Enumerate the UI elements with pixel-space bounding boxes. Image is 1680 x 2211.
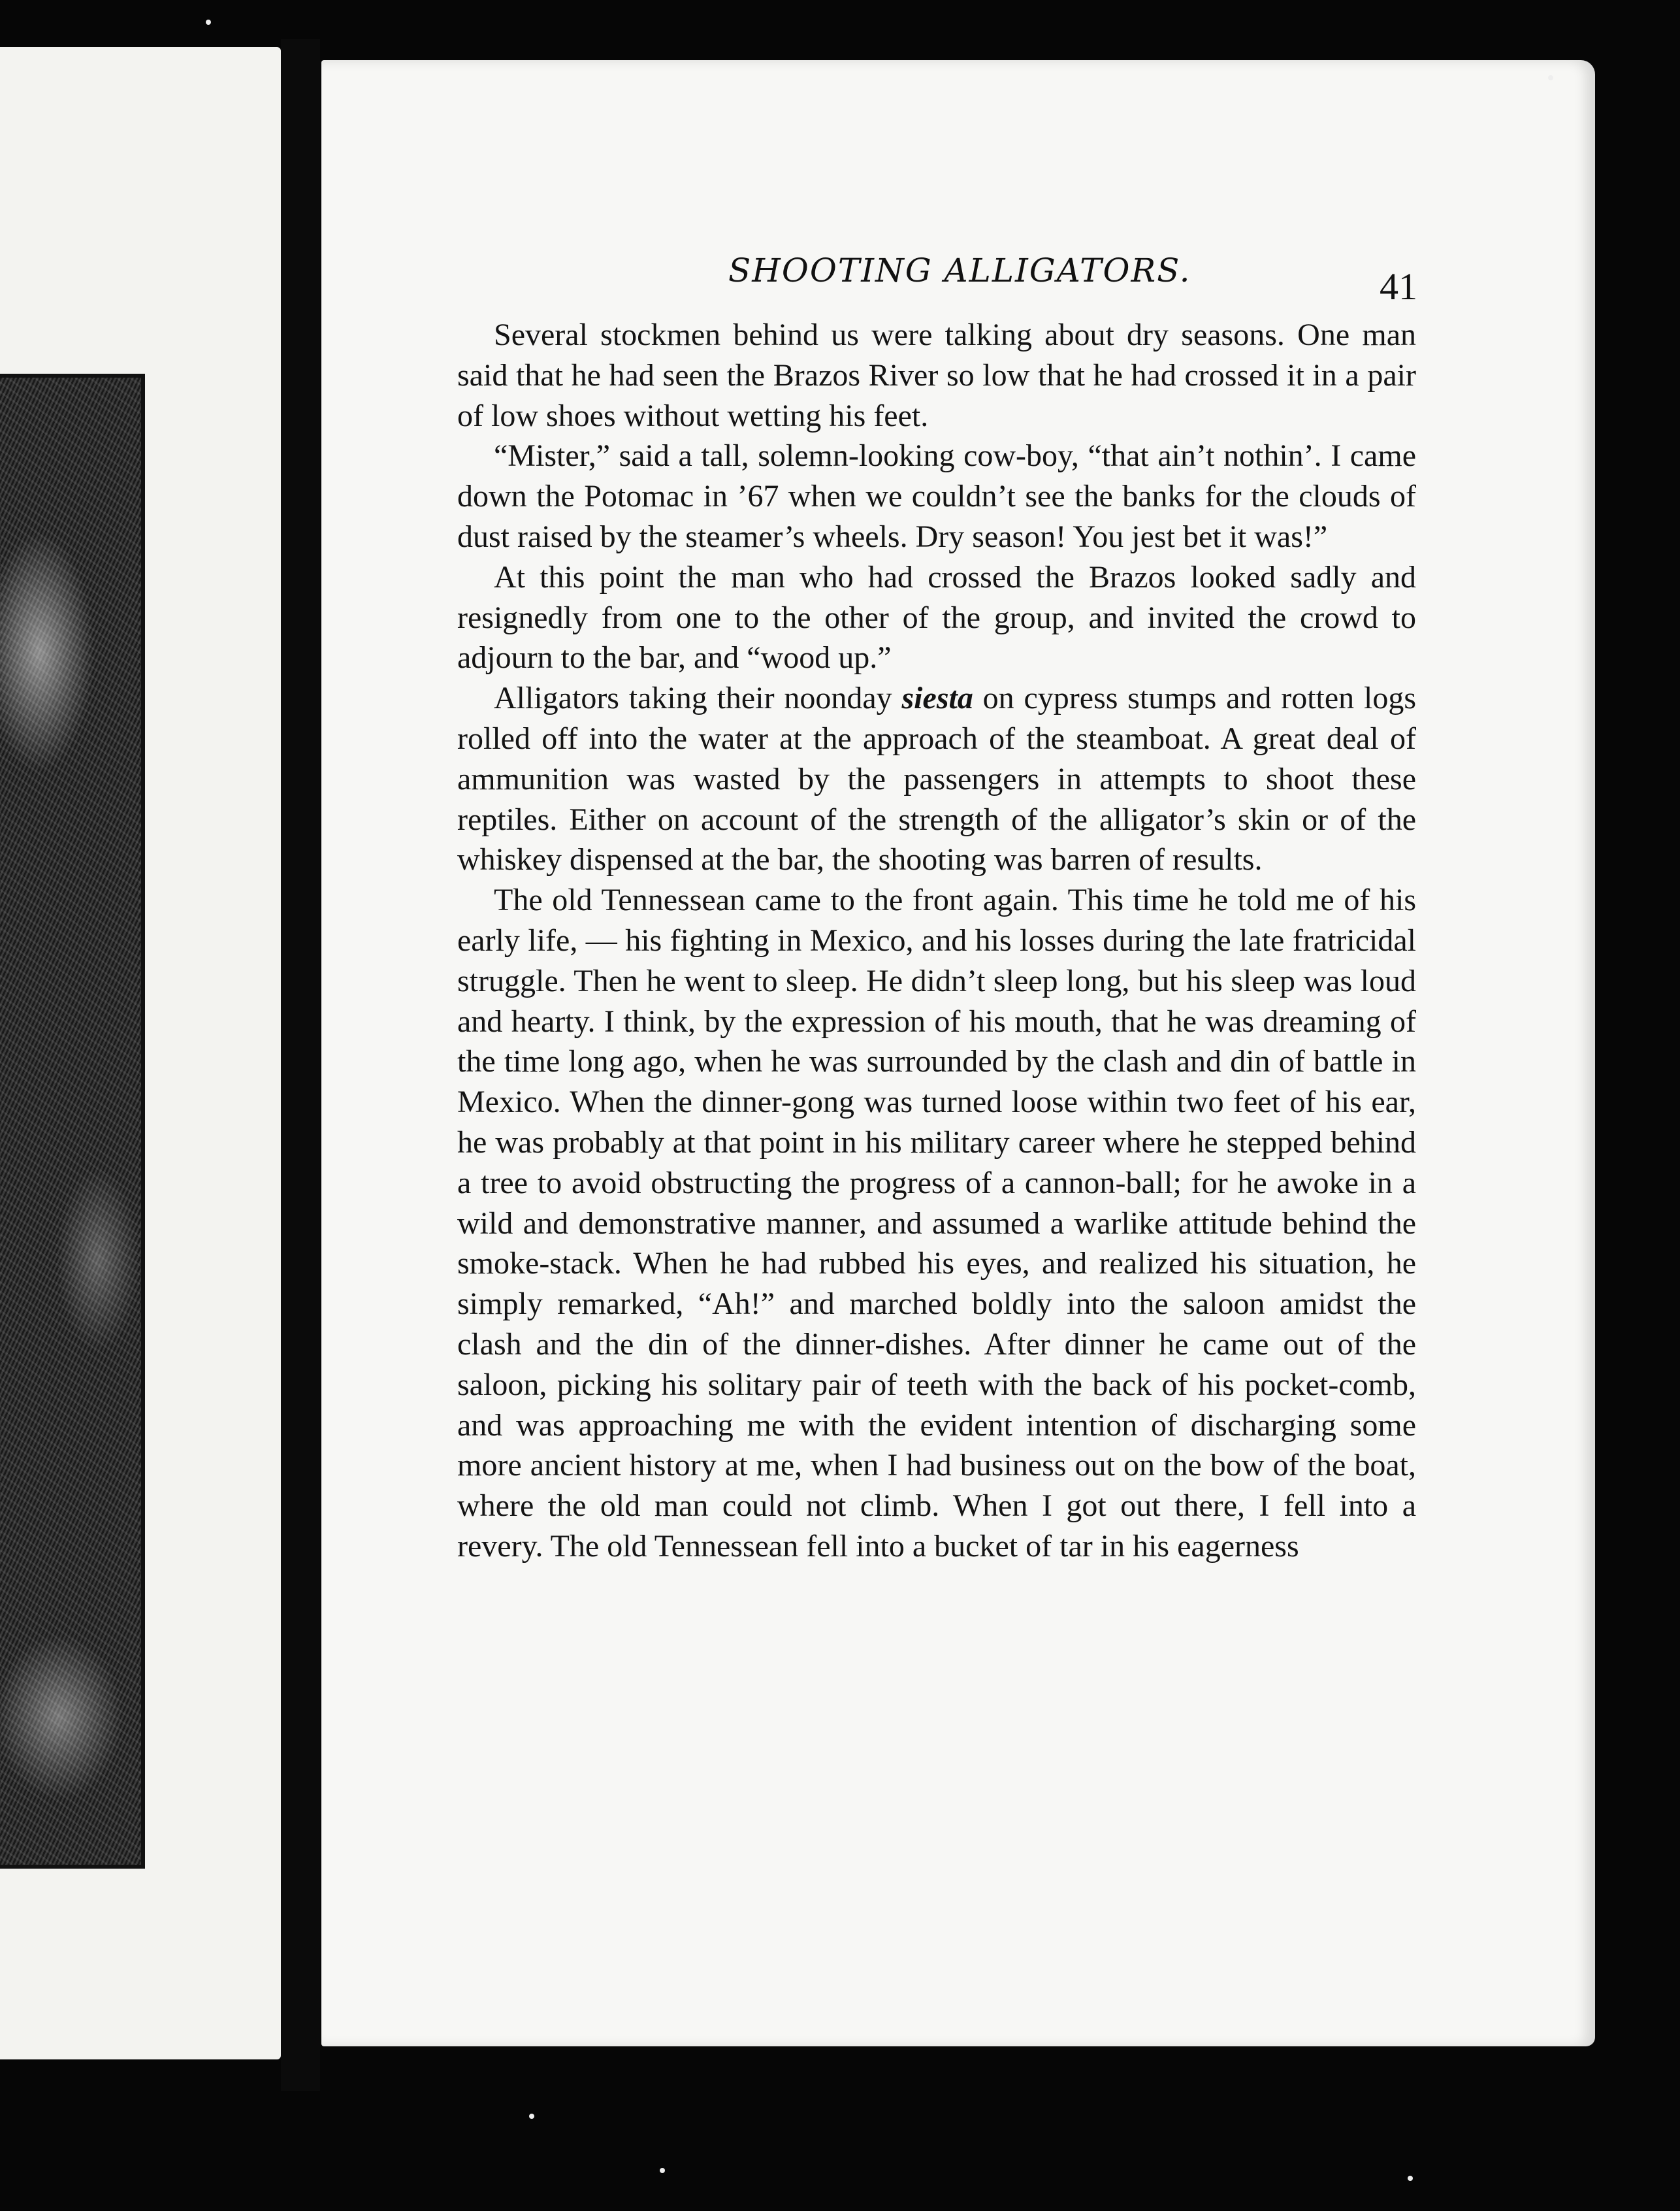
paragraph (457, 678, 1416, 880)
italic-word: siesta (901, 681, 973, 716)
page-number: 41 (1380, 265, 1417, 308)
facing-page (0, 47, 281, 2059)
engraving-illustration (0, 374, 145, 1869)
paragraph-text: Alligators taking their noonday (494, 681, 902, 716)
running-head: SHOOTING ALLIGATORS. (728, 252, 1191, 289)
scan-speck (206, 20, 211, 25)
paragraph: At this point the man who had crossed the Brazos looked sadly and resignedly from one to the other of the group, and invited the crowd to adjourn to the bar, and “wood up.” (457, 559, 1416, 676)
paragraph: The old Tennessean came to the front again. This time he told me of his early life, — his fighting in Mexico, and his losses during the late fratricidal struggle. Then he went to sleep. He didn’t sleep long, but his sleep was loud and hearty. I think, by the expression of his mouth, that he was dreaming of the time long ago, when he was surrounded by the clash and din of battle in Mexico. When the dinner-gong was turned loose within two feet of his ear, he was probably at that point in his military career where he stepped behind a tree to avoid obstructing the progress of a cannon-ball; for he awoke in a wild and demonstrative manner, and assumed a warlike attitude behind the smoke-stack. When he had rubbed his eyes, and realized his situation, he simply remarked, “Ah!” and marched boldly into the saloon amidst the clash and the din of the dinner-dishes. After dinner he came out of the saloon, picking his solitary pair of teeth with the back of his pocket-comb, and was approaching me with the evident intention of discharging some more ancient history at me, when I had business out on the bow of the boat, where the old man could not climb. When I got out there, I fell into a revery. The old Tennessean fell into a bucket of tar in his eagerness (457, 883, 1416, 1564)
paragraph: “Mister,” said a tall, solemn-looking cow-boy, “that ain’t nothin’. I came down the Potomac in ’67 when we couldn’t see the banks for the clouds of dust raised by the steamer’s wheels. Dry season! You jest bet it was!” (457, 438, 1416, 554)
scan-speck (1548, 75, 1553, 80)
paragraph: Several stockmen behind us were talking about dry seasons. One man said that he had seen the Brazos River so low that he had crossed it in a pair of low shoes without wetting his feet. (457, 318, 1416, 433)
paragraph-text: on cypress stumps and rotten logs rolled off into the water at the approach of the steamboat. A great deal of ammunition was wasted by the passengers in attempts to shoot these reptiles. Either on account of the strength of the alligator’s skin or of the whiskey dispensed at the bar, the shooting was barren of results. (457, 681, 1417, 877)
scan-speck (529, 2114, 534, 2119)
scan-speck (660, 2168, 665, 2173)
body-text (457, 315, 1416, 1567)
book-gutter (281, 39, 320, 2091)
scan-speck (1408, 2176, 1413, 2181)
